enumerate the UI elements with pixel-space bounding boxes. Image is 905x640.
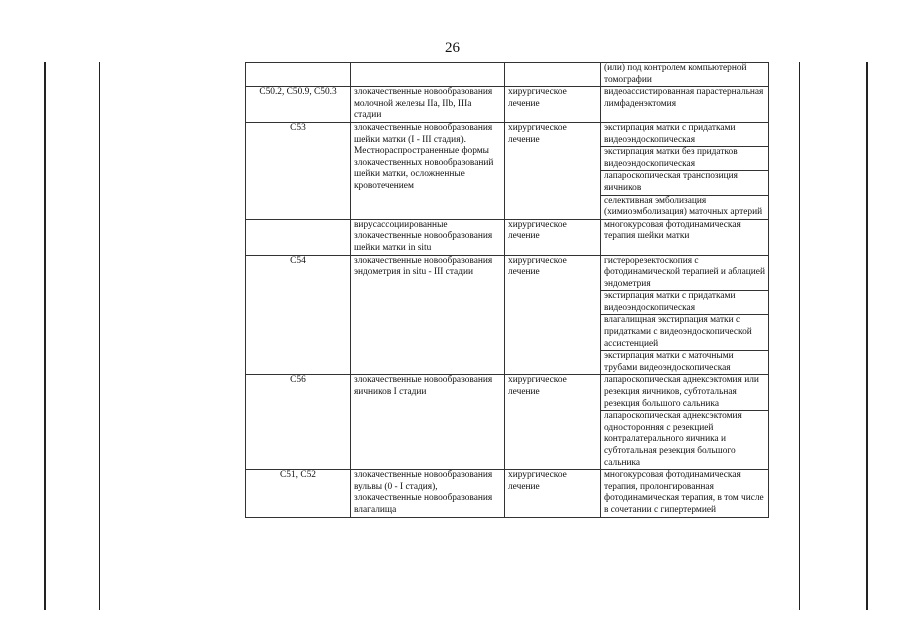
method-cell: экстирпация матки с маточными трубами видеоэндоскопическая xyxy=(601,351,769,375)
table-row xyxy=(246,87,769,123)
treatment-cell: хирургическое лечение xyxy=(505,87,601,123)
icd-code-cell: C56 xyxy=(246,375,351,470)
method-cell: гистерорезектоскопия с фотодинамической терапией и аблацией эндометрия xyxy=(601,255,769,291)
icd-code-cell: C54 xyxy=(246,255,351,375)
page-border-right xyxy=(866,62,868,610)
column-rule-left xyxy=(99,62,100,610)
method-cell: селективная эмболизация (химиоэмболизация) маточных артерий xyxy=(601,195,769,219)
diagnosis-cell: злокачественные новообразования яичников I стадии xyxy=(351,375,505,470)
procedures-table xyxy=(245,62,769,518)
method-cell: лапароскопическая аднексэктомия односторонняя с резекцией контралатерального яичника и субтотальная резекция большого сальника xyxy=(601,411,769,470)
table-row xyxy=(246,122,769,146)
method-cell: влагалищная экстирпация матки с придатками с видеоэндоскопической ассистенцией xyxy=(601,315,769,351)
icd-code-cell xyxy=(246,219,351,255)
icd-code-cell: C51, C52 xyxy=(246,470,351,517)
icd-code-cell: C53 xyxy=(246,122,351,219)
page-border-left xyxy=(44,62,46,610)
column-rule-right xyxy=(799,62,800,610)
diagnosis-cell: злокачественные новообразования эндометрия in situ - III стадии xyxy=(351,255,505,375)
diagnosis-cell: злокачественные новообразования вульвы (0 - I стадия), злокачественные новообразования влагалища xyxy=(351,470,505,517)
table-row xyxy=(246,63,769,87)
icd-code-cell xyxy=(246,63,351,87)
treatment-cell xyxy=(505,63,601,87)
diagnosis-cell: злокачественные новообразования шейки матки (I - III стадия). Местнораспространенные формы злокачественных новообразований шейки матки, осложненные кровотечением xyxy=(351,122,505,219)
diagnosis-cell xyxy=(351,63,505,87)
icd-code-cell: C50.2, C50.9, C50.3 xyxy=(246,87,351,123)
method-cell: многокурсовая фотодинамическая терапия шейки матки xyxy=(601,219,769,255)
treatment-cell: хирургическое лечение xyxy=(505,219,601,255)
table-row xyxy=(246,470,769,517)
treatment-cell: хирургическое лечение xyxy=(505,255,601,375)
table-row xyxy=(246,219,769,255)
diagnosis-cell: вирусассоциированные злокачественные новообразования шейки матки in situ xyxy=(351,219,505,255)
diagnosis-cell: злокачественные новообразования молочной железы IIa, IIb, IIIa стадии xyxy=(351,87,505,123)
treatment-cell: хирургическое лечение xyxy=(505,122,601,219)
table-row xyxy=(246,255,769,291)
method-cell: лапароскопическая транспозиция яичников xyxy=(601,171,769,195)
method-cell: экстирпация матки с придатками видеоэндоскопическая xyxy=(601,291,769,315)
method-cell: экстирпация матки без придатков видеоэндоскопическая xyxy=(601,147,769,171)
table-row xyxy=(246,375,769,411)
treatment-cell: хирургическое лечение xyxy=(505,470,601,517)
page-number: 26 xyxy=(445,40,460,56)
method-cell: лапароскопическая аднексэктомия или резекция яичников, субтотальная резекция большого сальника xyxy=(601,375,769,411)
method-cell: (или) под контролем компьютерной томографии xyxy=(601,63,769,87)
method-cell: экстирпация матки с придатками видеоэндоскопическая xyxy=(601,122,769,146)
method-cell: многокурсовая фотодинамическая терапия, пролонгированная фотодинамическая терапия, в том числе в сочетании с гипертермией xyxy=(601,470,769,517)
treatment-cell: хирургическое лечение xyxy=(505,375,601,470)
method-cell: видеоассистированная парастернальная лимфаденэктомия xyxy=(601,87,769,123)
